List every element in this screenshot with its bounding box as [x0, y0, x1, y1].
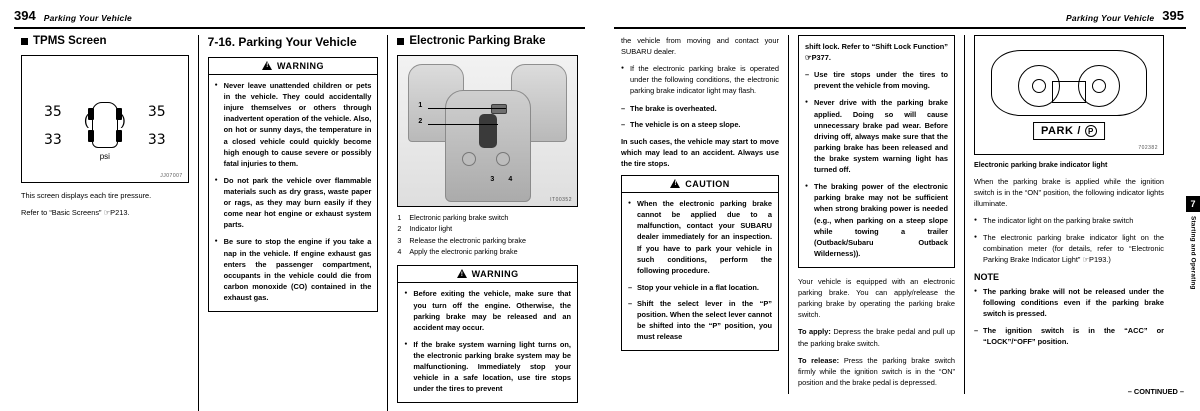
left-page-running-title: Parking Your Vehicle	[43, 13, 132, 23]
left-column-3	[387, 35, 587, 411]
note-dash-list	[974, 325, 1164, 347]
right-columns	[600, 29, 1200, 394]
right-page-running-title: Parking Your Vehicle	[1066, 13, 1155, 23]
epb-figure-code: IT00352	[550, 196, 572, 203]
info-display-icon	[1052, 81, 1086, 103]
to-release-label: To release:	[798, 355, 840, 365]
tpms-description-2: Refer to “Basic Screens” ☞P213.	[21, 207, 130, 217]
to-release-paragraph	[798, 355, 955, 388]
list-item: Electronic parking brake switch	[409, 212, 509, 222]
indicator-bullet-list	[974, 215, 1164, 265]
warning-box-2-label: WARNING	[471, 269, 519, 280]
tpms-front-right-value: 35	[147, 103, 166, 120]
right-page	[600, 0, 1200, 402]
warning-box-1-label: WARNING	[277, 61, 324, 71]
caution-box-dashes	[628, 282, 772, 343]
list-item: – Use tire stops under the tires to prevent the vehicle from moving.	[805, 69, 948, 91]
list-item: ● The parking brake will not be released under the following conditions even if the parking brake switch is pressed.	[974, 286, 1164, 319]
list-item: – Shift the select lever in the “P” position. When the select lever cannot be shifted into the “P” position, you must release	[628, 298, 772, 342]
chapter-number: 7	[1186, 196, 1200, 212]
right-column-1	[612, 35, 788, 394]
parking-brake-switch-illustration	[491, 104, 507, 114]
park-indicator-badge	[1033, 122, 1105, 140]
to-apply-text: Depress the brake pedal and pull up the parking brake switch.	[798, 327, 955, 348]
warning-box-1	[208, 57, 379, 312]
caution-box	[621, 175, 779, 351]
left-bracket-icon: (	[84, 111, 89, 129]
electronic-parking-brake-heading	[397, 35, 578, 48]
caution-box-header	[622, 176, 778, 193]
tpms-rear-left-value: 33	[44, 131, 62, 148]
to-apply-paragraph	[798, 326, 955, 348]
right-page-number: 395	[1162, 8, 1184, 23]
to-apply-label: To apply:	[798, 327, 831, 337]
vehicle-outline-icon	[92, 102, 118, 148]
note-bullet-list	[974, 286, 1164, 319]
tpms-front-left-value: 35	[44, 103, 62, 120]
indicator-figure-code: 702382	[1138, 145, 1158, 151]
tpms-description-1: This screen displays each tire pressure.	[21, 190, 152, 200]
left-page-header	[0, 0, 599, 25]
combination-meter-outline	[991, 50, 1147, 116]
warning-box-1-list	[215, 80, 372, 303]
list-item: Apply the electronic parking brake	[409, 246, 518, 256]
right-column-3	[964, 35, 1186, 394]
list-item: ● The indicator light on the parking brake switch	[974, 215, 1164, 226]
tpms-screen-heading	[21, 35, 189, 48]
list-item: ● When the electronic parking brake cannot be applied due to a malfunction, contact your SUBARU dealer immediately for an inspection. If you have to park your vehicle in such conditions, perform the following procedure.	[628, 198, 772, 276]
list-item: Indicator light	[409, 224, 453, 234]
note-heading: NOTE	[974, 271, 1000, 282]
park-label: PARK	[1041, 125, 1074, 137]
tpms-unit-label: psi	[99, 151, 110, 161]
caution-box-continued	[798, 35, 955, 268]
warning-triangle-icon	[262, 61, 273, 71]
parking-brake-indicator-icon	[1085, 125, 1097, 137]
continued-marker: – CONTINUED –	[1127, 387, 1184, 396]
callout-4: 4	[508, 175, 513, 183]
callout-1: 1	[418, 101, 423, 109]
tpms-screen-heading-text: TPMS Screen	[33, 35, 107, 47]
list-item: ● If the brake system warning light turns on, the electronic parking brake system may be malfunctioning. Immediately stop your vehicle in a safe location, use tire stops under the tires to prevent	[404, 339, 571, 395]
right-column-2	[788, 35, 964, 394]
chapter-title: Starting and Operating	[1189, 216, 1197, 290]
to-release-text: Press the parking brake switch firmly while the ignition switch is in the “ON” position and the brake pedal is depressed.	[798, 355, 955, 387]
warning-box-2	[397, 265, 578, 403]
section-bullet-icon	[397, 38, 404, 45]
tpms-figure-code: JJ07007	[160, 172, 183, 179]
list-item: – The brake is overheated.	[621, 103, 779, 114]
section-bullet-icon	[21, 38, 28, 45]
tpms-rear-right-value: 33	[147, 131, 166, 148]
left-column-1	[12, 35, 198, 411]
left-page	[0, 0, 600, 402]
electronic-parking-brake-heading-text: Electronic Parking Brake	[409, 35, 546, 47]
parking-your-vehicle-heading: 7-16. Parking Your Vehicle	[207, 35, 357, 49]
right-bracket-icon: )	[120, 111, 126, 129]
indicator-figure-caption: Electronic parking brake indicator light	[974, 160, 1108, 169]
indicator-intro-text: When the parking brake is applied while the ignition switch is in the “ON” position, the following indicator lights illuminate.	[974, 176, 1164, 209]
warning-triangle-icon	[670, 179, 681, 189]
warning-triangle-icon	[457, 269, 468, 279]
left-columns	[0, 29, 599, 411]
list-item: ● Be sure to stop the engine if you take a nap in the vehicle. If engine exhaust gas enters the passenger compartment, occupants in the vehicle could die from carbon monoxide (CO) contained in the exhaust gas.	[215, 236, 372, 303]
left-column-2	[198, 35, 388, 411]
warning-box-1-header	[209, 58, 378, 75]
callout-2: 2	[418, 117, 423, 125]
list-item: – Stop your vehicle in a flat location.	[628, 282, 772, 293]
right-page-header	[600, 0, 1200, 25]
list-item: ● Before exiting the vehicle, make sure that you turn off the engine. Otherwise, the parking brake may be released and an accident may occur.	[404, 288, 571, 332]
warning-box-2-list	[404, 288, 571, 394]
warning-box-2-header	[398, 266, 577, 283]
right-col2-bullets	[805, 97, 948, 259]
right-col1-dashes	[621, 103, 779, 130]
list-item: – The vehicle is on a steep slope.	[621, 119, 779, 130]
tire-stop-dash-list	[805, 69, 948, 91]
list-item: ● Never drive with the parking brake applied. Doing so will cause unnecessary brake pad wear. Before driving off, always make sure that the parking brake has been released and the brake system warning light has turned off.	[805, 97, 948, 175]
tpms-screen-figure	[21, 55, 189, 183]
caution-box-list	[628, 198, 772, 276]
caution-box-label: CAUTION	[685, 179, 730, 190]
epb-figure-legend	[397, 213, 578, 258]
continuation-text: the vehicle from moving and contact your SUBARU dealer.	[621, 36, 779, 57]
left-page-number: 394	[14, 8, 36, 23]
cup-holder-icon	[462, 152, 476, 166]
list-item: ● If the electronic parking brake is operated under the following conditions, the electronic parking brake indicator light may flash.	[621, 63, 779, 96]
right-col1-after-text: In such cases, the vehicle may start to move which may lead to an accident. Always use the tire stops.	[621, 136, 779, 168]
list-item: ● Never leave unattended children or pets in the vehicle. They could accidentally injure themselves or others through inadvertent operation of the vehicle. Also, on hot or sunny days, the temperature in a closed vehicle could quickly become high enough to cause severe or possibly fatal injuries to them.	[215, 80, 372, 169]
list-item: ● The electronic parking brake indicator light on the combination meter (for details, refer to “Electronic Parking Brake Indicator Light” ☞P193.)	[974, 232, 1164, 265]
list-item: – The ignition switch is in the “ACC” or “LOCK”/“OFF” position.	[974, 325, 1164, 347]
shift-lever-illustration	[479, 114, 497, 148]
chapter-side-tab	[1186, 196, 1200, 290]
list-item: ● Do not park the vehicle over flammable materials such as dry grass, waste paper or rags, as they may burn easily if they come near hot engine or exhaust system parts.	[215, 175, 372, 231]
shift-lock-text: shift lock. Refer to “Shift Lock Function” ☞P377.	[805, 42, 948, 63]
epb-equipped-paragraph: Your vehicle is equipped with an electronic parking brake. You can apply/release the parking brake by operating the parking brake switch.	[798, 276, 955, 320]
parking-brake-indicator-figure	[974, 35, 1164, 155]
right-col1-bullets	[621, 63, 779, 96]
list-item: ● The braking power of the electronic parking brake may not be sufficient when strong braking power is needed (e.g., when parking on a steep slope while towing a trailer (Outback/Subaru Outback Wilderness)).	[805, 181, 948, 259]
electronic-parking-brake-figure	[397, 55, 578, 207]
cup-holder-icon	[496, 152, 510, 166]
slash-separator: /	[1077, 125, 1081, 137]
callout-3: 3	[490, 175, 495, 183]
list-item: Release the electronic parking brake	[409, 235, 527, 245]
